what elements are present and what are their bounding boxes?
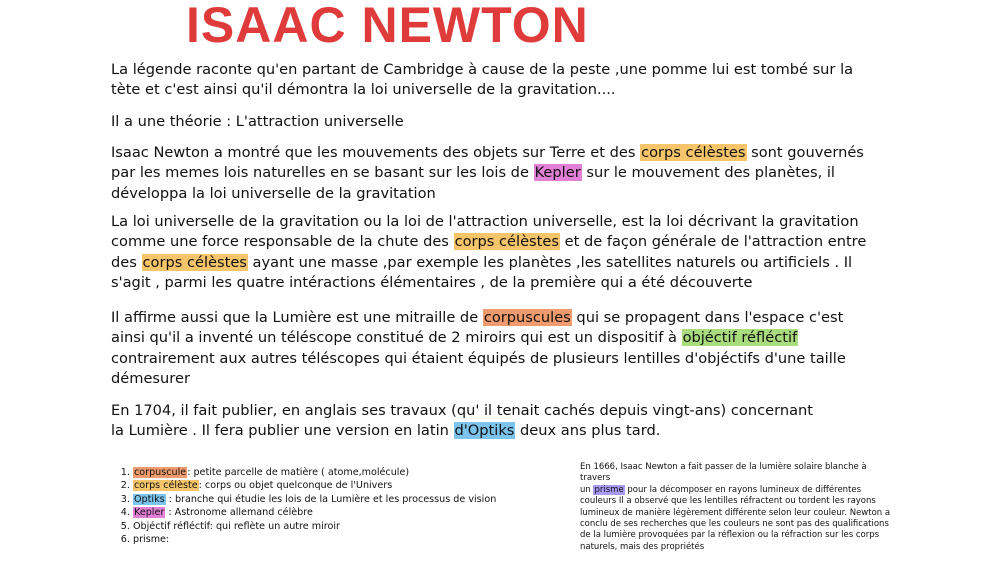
- text-segment: Il affirme aussi que la Lumière est une mitraille de: [111, 309, 483, 326]
- glossary-term: corpuscule: [134, 467, 187, 478]
- highlight-objectif-reflectif: objéctif réfléctif: [682, 329, 798, 347]
- paragraph-legend: La légende raconte qu'en partant de Cambridge à cause de la peste ,une pomme lui est tombé sur la tète et c'est ainsi qu'il démontra la loi universelle de la gravitation....: [111, 61, 854, 99]
- highlight-kepler: Kepler: [534, 164, 581, 182]
- text-segment: ayant une masse ,par exemple les planètes ,les satellites naturels ou artificiels . Il s'agit , parmi les quatre intéractions élémentaires , de la première qui a été découverte: [111, 253, 853, 291]
- glossary-item-optiks: [133, 493, 573, 506]
- text-segment: sur le mouvement des planètes, il développa la loi universelle de la gravitation: [111, 164, 835, 202]
- glossary-item-corps-celeste: [133, 479, 573, 492]
- glossary-item-kepler: [133, 506, 573, 519]
- glossary-term: corps célèste: [134, 480, 198, 492]
- glossary-term: Kepler: [134, 507, 165, 519]
- glossary-item-corpuscule: [133, 466, 573, 479]
- glossary-definition: : corps ou objet quelconque de l'Univers: [198, 480, 393, 492]
- page-title: ISAAC NEWTON: [186, 0, 589, 53]
- highlight-prisme: prisme: [594, 484, 624, 495]
- sidenote-text: pour la décomposer en rayons lumineux de différentes couleurs Il a observé que les lentilles réfractent ou tordent les rayons lumineux de manière légèrement différente selon leur couleur. Newton a conclu de ses recherches que les couleurs ne sont pas des qualifications de la lumière provoquées par la réflexion ou la réfraction sur les corps naturels, mais des propriétés: [580, 484, 891, 552]
- highlight-corps-celestes: corps célèstes: [454, 233, 559, 251]
- text-segment: qui se propagent dans l'espace c'est ainsi qu'il a inventé un téléscope constitué de 2 miroirs qui est un dispositif à: [111, 309, 844, 347]
- paragraph-gravitation: [111, 212, 871, 293]
- text-segment: La loi universelle de la gravitation ou la loi de l'attraction universelle, est la loi décrivant la gravitation comme une force responsable de la chute des: [111, 213, 859, 251]
- highlight-corps-celestes: corps célèstes: [142, 253, 247, 271]
- sidenote-text: En 1666, Isaac Newton a fait passer de la lumière solaire blanche à travers: [580, 462, 867, 484]
- highlight-corps-celestes: corps célèstes: [641, 144, 746, 161]
- glossary-term: Optiks: [134, 493, 165, 505]
- highlight-corpuscules: corpuscules: [483, 309, 571, 326]
- text-segment: la Lumière . Il fera publier une version en latin: [111, 422, 454, 440]
- paragraph-theory: Il a une théorie : L'attraction universelle: [111, 113, 404, 130]
- paragraph-optiks: [111, 401, 871, 442]
- sidenote-text: un: [580, 484, 594, 495]
- glossary-list: [119, 466, 573, 546]
- text-segment: deux ans plus tard.: [515, 422, 661, 440]
- glossary-definition: prisme:: [133, 534, 170, 546]
- text-segment: En 1704, il fait publier, en anglais ses travaux (qu' il tenait cachés depuis vingt-ans) concernant: [111, 402, 813, 419]
- paragraph-light: [111, 308, 871, 389]
- glossary-definition: Objéctif réfléctif: qui reflète un autre miroir: [133, 520, 340, 532]
- highlight-optiks: d'Optiks: [454, 422, 515, 440]
- glossary-definition: : branche qui étudie les lois de la Lumière et les processus de vision: [165, 493, 497, 505]
- glossary-definition: : petite parcelle de matière ( atome,molécule): [187, 467, 410, 478]
- text-segment: Isaac Newton a montré que les mouvements des objets sur Terre et des: [111, 144, 641, 161]
- text-segment: sont gouvernés par les memes lois naturelles en se basant sur les lois de: [111, 144, 864, 182]
- text-segment: et de façon générale de l'attraction entre des: [111, 233, 867, 271]
- glossary-item-prisme: [133, 533, 573, 546]
- glossary-definition: : Astronome allemand célèbre: [165, 507, 313, 519]
- paragraph-laws: [111, 143, 871, 204]
- prism-sidenote: [580, 462, 898, 553]
- text-segment: contrairement aux autres téléscopes qui étaient équipés de plusieurs lentilles d'objéctifs d'une taille démesurer: [111, 349, 846, 387]
- glossary-item-objectif-reflectif: [133, 520, 573, 533]
